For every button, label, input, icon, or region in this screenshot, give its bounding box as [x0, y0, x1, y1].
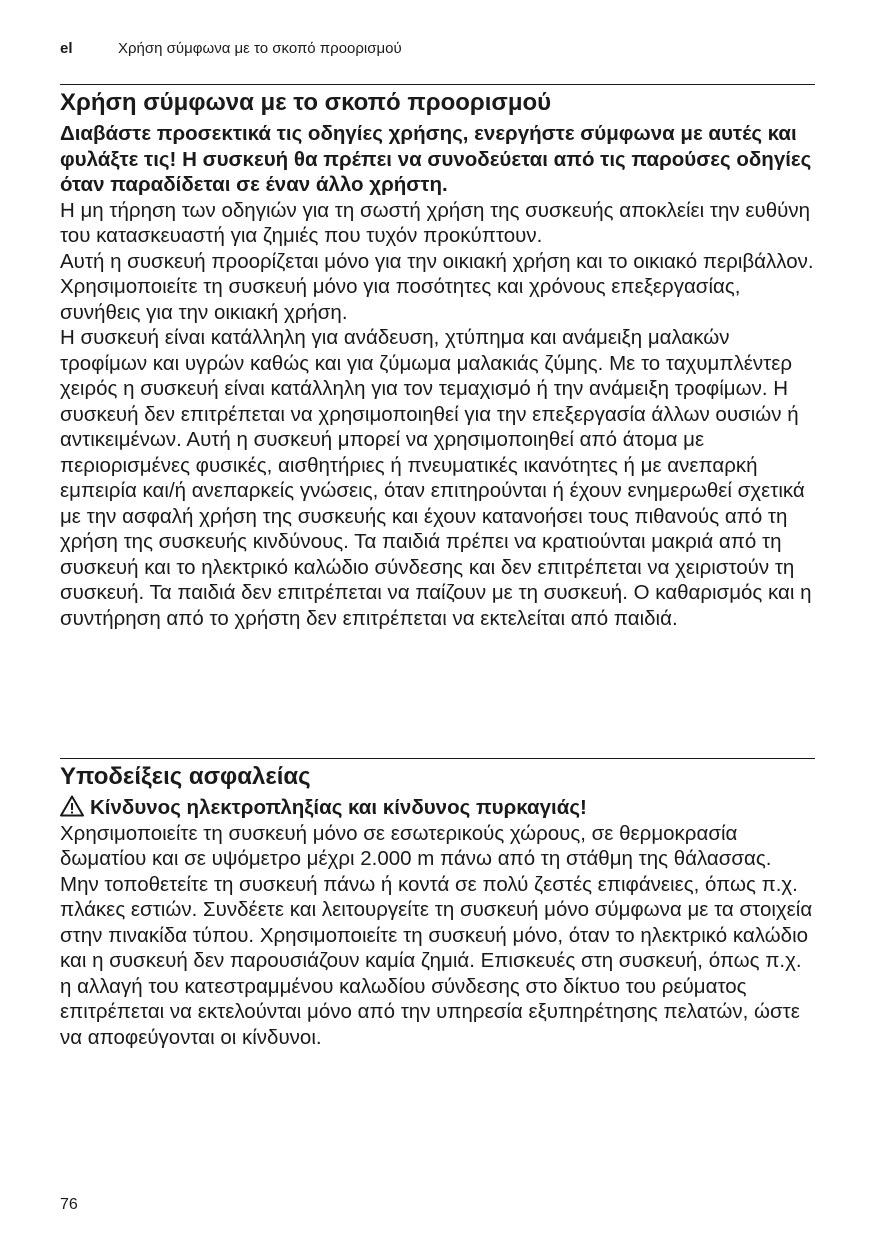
safety-section — [60, 758, 815, 1050]
safety-heading: Υποδείξεις ασφαλείας — [60, 763, 311, 790]
page-number: 76 — [60, 1196, 78, 1213]
language-code: el — [60, 40, 73, 57]
section-divider — [60, 758, 815, 759]
safety-paragraph: Χρησιμοποιείτε τη συσκευή μόνο σε εσωτερικούς χώρους, σε θερμοκρασία δωματίου και σε υψόμετρο μέχρι 2.000 m πάνω από τη στάθμη της θάλασσας. Μην τοποθετείτε τη συσκευή πάνω ή κοντά σε πολύ ζεστές επιφάνειες, όπως π.χ. πλάκες εστιών. Συνδέετε και λειτουργείτε τη συσκευή μόνο σύμφωνα με τα στοιχεία στην πινακίδα τύπου. Χρησιμοποιείτε τη συσκευή μόνο, όταν το ηλεκτρικό καλώδιο και η συσκευή δεν παρουσιάζουν καμία ζημιά. Επισκευές στη συσκευή, όπως π.χ. η αλλαγή του κατεστραμμένου καλωδίου σύνδεσης στο δίκτυο του ρεύματος επιτρέπεται να εκτελούνται μόνο από την υπηρεσία εξυπηρέτησης πελατών, ώστε να αποφεύγονται οι κίνδυνοι. — [60, 821, 813, 1049]
intended-use-section — [60, 84, 815, 631]
intended-use-paragraph: Χρησιμοποιείτε τη συσκευή μόνο για ποσότητες και χρόνους επεξεργασίας, συνήθεις για την οικιακή χρήση. — [60, 275, 741, 324]
warning-title: Κίνδυνος ηλεκτροπληξίας και κίνδυνος πυρκαγιάς! — [90, 796, 587, 819]
running-header-title: Χρήση σύμφωνα με το σκοπό προορισμού — [118, 40, 402, 57]
running-header — [60, 40, 402, 57]
intended-use-paragraph: Αυτή η συσκευή προορίζεται μόνο για την οικιακή χρήση και το οικιακό περιβάλλον. — [60, 249, 814, 273]
section-divider — [60, 84, 815, 85]
document-page — [60, 0, 815, 1241]
warning-triangle-icon — [60, 795, 84, 817]
intended-use-lead: Διαβάστε προσεκτικά τις οδηγίες χρήσης, ενεργήστε σύμφωνα με αυτές και φυλάξτε τις! Η συσκευή θα πρέπει να συνοδεύεται από τις παρούσες οδηγίες όταν παραδίδεται σε έναν άλλο χρήστη. — [60, 122, 812, 196]
intended-use-paragraph: Η συσκευή είναι κατάλληλη για ανάδευση, χτύπημα και ανάμειξη μαλακών τροφίμων και υγρών καθώς και για ζύμωμα μαλακιάς ζύμης. Με το ταχυμπλέντερ χειρός η συσκευή είναι κατάλληλη για τον τεμαχισμό ή την ανάμειξη τροφίμων. Η συσκευή δεν επιτρέπεται να χρησιμοποιηθεί για την επεξεργασία άλλων ουσιών ή αντικειμένων. Αυτή η συσκευή μπορεί να χρησιμοποιηθεί από άτομα με περιορισμένες φυσικές, αισθητήριες ή πνευματικές ικανότητες ή με ανεπαρκή εμπειρία και/ή ανεπαρκείς γνώσεις, όταν επιτηρούνται ή έχουν ενημερωθεί σχετικά με την ασφαλή χρήση της συσκευής και έχουν κατανοήσει τους πιθανούς από τη χρήση της συσκευής κινδύνους. Τα παιδιά πρέπει να κρατιούνται μακριά από τη συσκευή και το ηλεκτρικό καλώδιο σύνδεσης και δεν επιτρέπεται να χειριστούν τη συσκευή. Τα παιδιά δεν επιτρέπεται να παίζουν με τη συσκευή. Ο καθαρισμός και η συντήρηση από το χρήστη δεν επιτρέπεται να εκτελείται από παιδιά. — [60, 326, 812, 630]
intended-use-paragraph: Η μη τήρηση των οδηγιών για τη σωστή χρήση της συσκευής αποκλείει την ευθύνη του κατασκευαστή για ζημιές που τυχόν προκύπτουν. — [60, 198, 810, 247]
warning-heading — [60, 795, 815, 821]
intended-use-heading: Χρήση σύμφωνα με το σκοπό προορισμού — [60, 89, 552, 116]
